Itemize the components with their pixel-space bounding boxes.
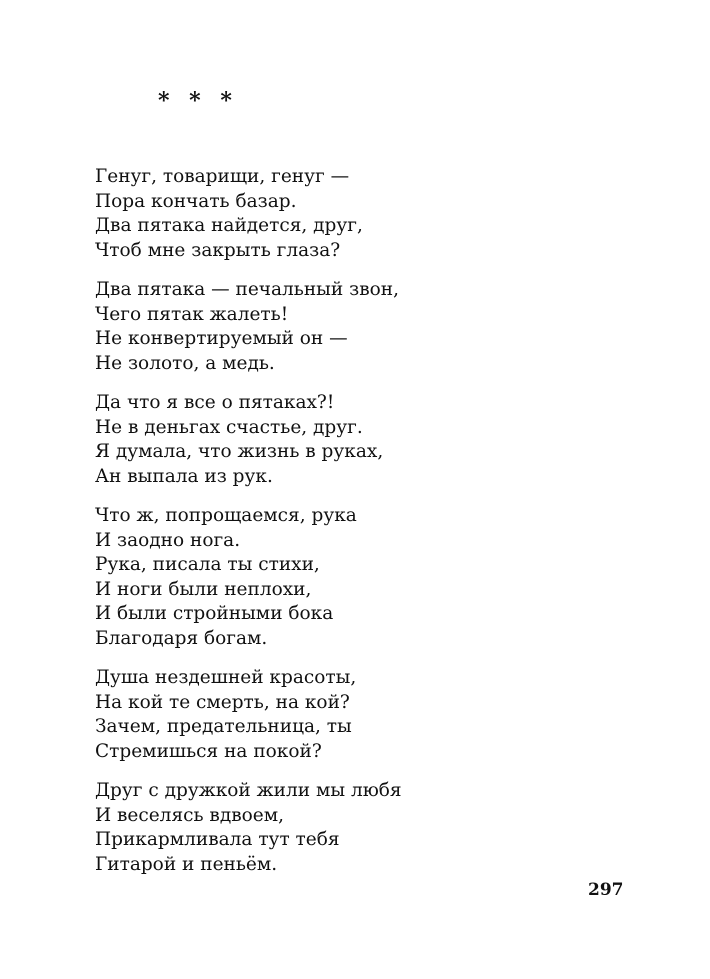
poem-line: И ноги были неплохи, <box>95 578 312 600</box>
poem-line: Что ж, попрощаемся, рука <box>95 505 357 526</box>
poem-line: Генуг, товарищи, генуг — <box>95 166 350 187</box>
poem-line: Не золото, а медь. <box>95 352 275 374</box>
poem-line: Чтоб мне закрыть глаза? <box>95 239 341 261</box>
stanza-3 <box>95 391 655 489</box>
poem-line: Душа нездешней красоты, <box>95 667 357 688</box>
poem-line: Я думала, что жизнь в руках, <box>95 441 384 462</box>
poem-line: Два пятака — печальный звон, <box>95 279 399 300</box>
poem-line: Да что я все о пятаках?! <box>95 392 335 413</box>
poem-line: Гитарой и пеньём. <box>95 853 278 875</box>
poem-line: Друг с дружкой жили мы любя <box>95 780 402 801</box>
poem-line: И веселясь вдвоем, <box>95 804 285 826</box>
stanza-5 <box>95 666 655 764</box>
stanza-6 <box>95 779 655 877</box>
section-asterisks: * * * <box>158 88 238 114</box>
poem-line: И заодно нога. <box>95 529 241 551</box>
poem-line: Ан выпала из рук. <box>95 465 273 487</box>
poem-line: Пора кончать базар. <box>95 190 297 212</box>
stanza-4 <box>95 504 655 651</box>
poem-line: Стремишься на покой? <box>95 740 322 762</box>
poem-line: Не в деньгах счастье, друг. <box>95 416 363 438</box>
poem-line: Рука, писала ты стихи, <box>95 554 320 575</box>
poem-line: Зачем, предательница, ты <box>95 716 352 737</box>
poem-line: Чего пятак жалеть! <box>95 303 289 325</box>
poem-line: Не конвертируемый он — <box>95 328 348 349</box>
stanza-2 <box>95 278 655 376</box>
poem-line: Благодаря богам. <box>95 627 268 649</box>
stanza-1 <box>95 165 655 263</box>
poem-line: Прикармливала тут тебя <box>95 829 340 850</box>
poem <box>95 165 655 892</box>
poem-line: На кой те смерть, на кой? <box>95 691 350 713</box>
poem-line: Два пятака найдется, друг, <box>95 215 363 236</box>
page-number: 297 <box>588 880 624 900</box>
poem-line: И были стройными бока <box>95 603 334 624</box>
